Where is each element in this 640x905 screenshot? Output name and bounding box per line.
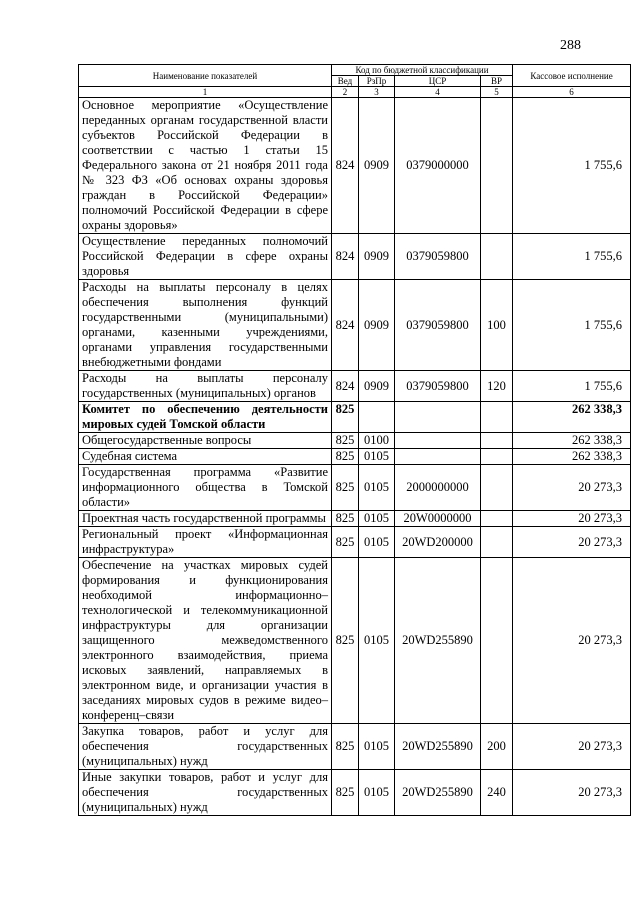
row-name: Расходы на выплаты персоналу в целях обеспечения выполнения функций государственными (муниципальными) органами, казенными учреждениями, органами управления государственными внебюджетными фондами <box>79 280 332 371</box>
table-row <box>79 465 631 511</box>
row-ved: 825 <box>332 402 359 433</box>
row-rzpr: 0105 <box>359 724 395 770</box>
row-amount: 1 755,6 <box>513 98 631 234</box>
row-vr <box>481 98 513 234</box>
table-row <box>79 511 631 527</box>
row-csr: 20WD255890 <box>395 558 481 724</box>
row-name: Общегосударственные вопросы <box>79 433 332 449</box>
row-amount: 262 338,3 <box>513 433 631 449</box>
table-row <box>79 402 631 433</box>
row-name: Судебная система <box>79 449 332 465</box>
row-ved: 824 <box>332 280 359 371</box>
row-csr: 20WD200000 <box>395 527 481 558</box>
table-row <box>79 449 631 465</box>
row-vr <box>481 527 513 558</box>
row-amount: 1 755,6 <box>513 371 631 402</box>
row-rzpr: 0909 <box>359 234 395 280</box>
row-ved: 825 <box>332 558 359 724</box>
row-name: Основное мероприятие «Осуществление переданных органам государственной власти субъектов Российской Федерации в соответствии с частью 1 статьи 15 Федерального закона от 21 ноября 2011 года № 323 ФЗ «Об основах охраны здоровья граждан в Российской Федерации» полномочий Российской Федерации в сфере охраны здоровья» <box>79 98 332 234</box>
row-csr: 20WD255890 <box>395 770 481 816</box>
row-name: Расходы на выплаты персоналу государственных (муниципальных) органов <box>79 371 332 402</box>
row-csr: 0379059800 <box>395 234 481 280</box>
row-csr: 20W0000000 <box>395 511 481 527</box>
row-vr <box>481 234 513 280</box>
row-ved: 825 <box>332 527 359 558</box>
row-amount: 1 755,6 <box>513 280 631 371</box>
row-csr <box>395 449 481 465</box>
row-amount: 262 338,3 <box>513 402 631 433</box>
row-rzpr: 0100 <box>359 433 395 449</box>
row-name: Обеспечение на участках мировых судей формирования и функционирования необходимой информационно–технологической и телекоммуникационной инфраструктуры для организации защищенного межведомственного электронного взаимодействия, приема исковых заявлений, направляемых в электронном виде, и организации участия в заседаниях мировых судов в режиме видео–конференц–связи <box>79 558 332 724</box>
row-csr <box>395 433 481 449</box>
header-code-group: Код по бюджетной классификации <box>332 65 513 76</box>
col-number: 6 <box>513 87 631 98</box>
row-csr: 0379000000 <box>395 98 481 234</box>
row-ved: 825 <box>332 770 359 816</box>
row-name: Закупка товаров, работ и услуг для обеспечения государственных (муниципальных) нужд <box>79 724 332 770</box>
row-amount: 262 338,3 <box>513 449 631 465</box>
row-vr <box>481 402 513 433</box>
row-amount: 20 273,3 <box>513 558 631 724</box>
table-row <box>79 558 631 724</box>
row-vr <box>481 511 513 527</box>
table-row <box>79 98 631 234</box>
row-ved: 825 <box>332 724 359 770</box>
row-ved: 825 <box>332 511 359 527</box>
row-vr <box>481 433 513 449</box>
col-number: 2 <box>332 87 359 98</box>
row-csr <box>395 402 481 433</box>
row-vr <box>481 465 513 511</box>
row-rzpr: 0909 <box>359 98 395 234</box>
header-ved: Вед <box>332 76 359 87</box>
row-vr <box>481 449 513 465</box>
row-vr: 100 <box>481 280 513 371</box>
row-rzpr: 0105 <box>359 770 395 816</box>
row-vr: 240 <box>481 770 513 816</box>
table-row <box>79 371 631 402</box>
row-name: Проектная часть государственной программы <box>79 511 332 527</box>
row-ved: 824 <box>332 234 359 280</box>
column-number-row <box>79 87 631 98</box>
row-vr: 120 <box>481 371 513 402</box>
col-number: 3 <box>359 87 395 98</box>
row-amount: 20 273,3 <box>513 724 631 770</box>
col-number: 4 <box>395 87 481 98</box>
header-rzpr: РзПр <box>359 76 395 87</box>
row-ved: 825 <box>332 465 359 511</box>
row-csr: 20WD255890 <box>395 724 481 770</box>
row-amount: 20 273,3 <box>513 527 631 558</box>
row-vr <box>481 558 513 724</box>
row-ved: 825 <box>332 433 359 449</box>
table-row <box>79 280 631 371</box>
row-rzpr: 0909 <box>359 280 395 371</box>
header-name: Наименование показателей <box>79 65 332 87</box>
table-row <box>79 770 631 816</box>
header-vr: ВР <box>481 76 513 87</box>
budget-execution-table <box>78 64 631 816</box>
row-name: Региональный проект «Информационная инфраструктура» <box>79 527 332 558</box>
col-number: 5 <box>481 87 513 98</box>
row-rzpr: 0105 <box>359 527 395 558</box>
row-amount: 1 755,6 <box>513 234 631 280</box>
row-rzpr: 0105 <box>359 449 395 465</box>
row-rzpr <box>359 402 395 433</box>
row-name: Комитет по обеспечению деятельности мировых судей Томской области <box>79 402 332 433</box>
row-amount: 20 273,3 <box>513 465 631 511</box>
row-rzpr: 0105 <box>359 465 395 511</box>
row-csr: 0379059800 <box>395 280 481 371</box>
row-name: Осуществление переданных полномочий Российской Федерации в сфере охраны здоровья <box>79 234 332 280</box>
row-amount: 20 273,3 <box>513 770 631 816</box>
table-row <box>79 433 631 449</box>
table-row <box>79 724 631 770</box>
header-csr: ЦСР <box>395 76 481 87</box>
row-name: Иные закупки товаров, работ и услуг для обеспечения государственных (муниципальных) нужд <box>79 770 332 816</box>
row-amount: 20 273,3 <box>513 511 631 527</box>
row-rzpr: 0105 <box>359 558 395 724</box>
table-row <box>79 527 631 558</box>
row-csr: 0379059800 <box>395 371 481 402</box>
col-number: 1 <box>79 87 332 98</box>
row-ved: 824 <box>332 98 359 234</box>
row-ved: 825 <box>332 449 359 465</box>
row-rzpr: 0909 <box>359 371 395 402</box>
table-row <box>79 234 631 280</box>
row-rzpr: 0105 <box>359 511 395 527</box>
page-number: 288 <box>560 38 581 53</box>
header-exec: Кассовое исполнение <box>513 65 631 87</box>
row-csr: 2000000000 <box>395 465 481 511</box>
row-ved: 824 <box>332 371 359 402</box>
row-vr: 200 <box>481 724 513 770</box>
row-name: Государственная программа «Развитие информационного общества в Томской области» <box>79 465 332 511</box>
